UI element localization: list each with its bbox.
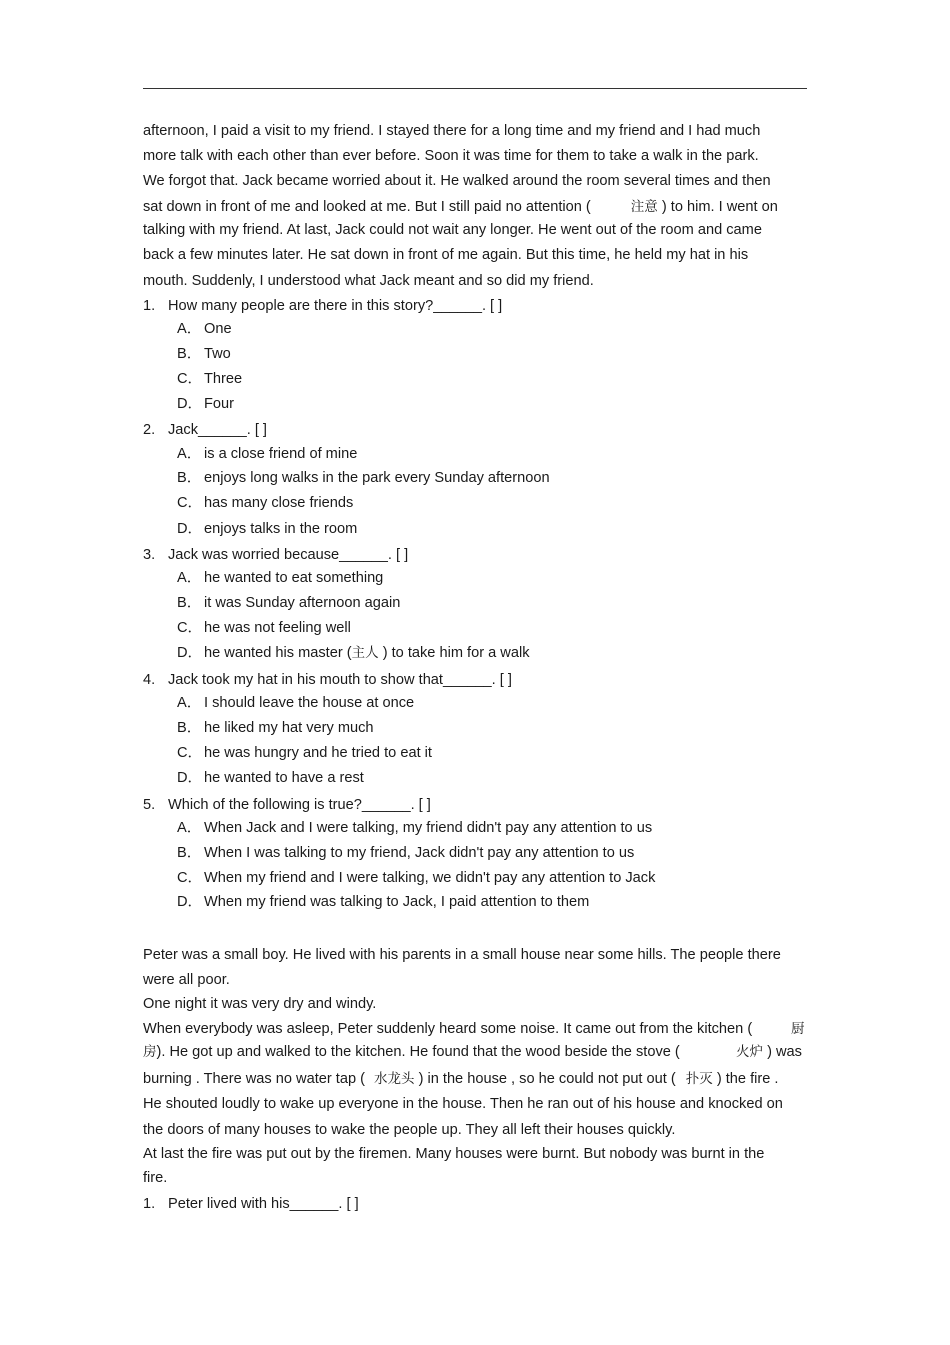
passage-line: burning . There was no water tap ( 水龙头 ) in the house , so he could not put out ( 扑灭 ) the fire .	[143, 1071, 779, 1087]
question-4: 4. Jack took my hat in his mouth to show that______. [ ]	[143, 672, 512, 688]
question-5: 5. Which of the following is true?______. [ ]	[143, 797, 431, 813]
passage-line: talking with my friend. At last, Jack could not wait any longer. He went out of the room and came	[143, 222, 762, 238]
option-b[interactable]: B． he liked my hat very much	[177, 720, 374, 736]
passage-line: At last the fire was put out by the firemen. Many houses were burnt. But nobody was burnt in the	[143, 1146, 765, 1162]
option-c[interactable]: C． When my friend and I were talking, we didn't pay any attention to Jack	[177, 870, 656, 886]
passage-line: mouth. Suddenly, I understood what Jack meant and so did my friend.	[143, 273, 594, 289]
option-d[interactable]: D． enjoys talks in the room	[177, 521, 358, 537]
option-a[interactable]: A． One	[177, 321, 232, 337]
question-1: 1. How many people are there in this story?______. [ ]	[143, 298, 503, 314]
question-3: 3. Jack was worried because______. [ ]	[143, 547, 409, 563]
passage-line: afternoon, I paid a visit to my friend. I stayed there for a long time and my friend and I had much	[143, 123, 761, 139]
passage-text: sat down in front of me and looked at me. But I still paid no attention (	[143, 199, 591, 215]
option-c[interactable]: C． has many close friends	[177, 495, 354, 511]
option-d[interactable]: D． he wanted to have a rest	[177, 770, 364, 786]
passage-text: ) to him. I went on	[661, 199, 778, 215]
passage-line: were all poor.	[143, 972, 230, 988]
option-d[interactable]: D． Four	[177, 396, 235, 412]
option-a[interactable]: A． is a close friend of mine	[177, 446, 358, 462]
passage-line: When everybody was asleep, Peter suddenly heard some noise. It came out from the kitchen (	[143, 1021, 753, 1037]
option-b[interactable]: B． it was Sunday afternoon again	[177, 595, 401, 611]
question-1b: 1. Peter lived with his______. [ ]	[143, 1196, 359, 1212]
passage-line: the doors of many houses to wake the people up. They all left their houses quickly.	[143, 1122, 676, 1138]
passage-line: We forgot that. Jack became worried about it. He walked around the room several times and then	[143, 173, 771, 189]
passage-line: back a few minutes later. He sat down in front of me again. But this time, he held my hat in his	[143, 247, 749, 263]
passage-line	[143, 198, 778, 216]
passage-line: more talk with each other than ever before. Soon it was time for them to take a walk in the park.	[143, 148, 759, 164]
option-a[interactable]: A． I should leave the house at once	[177, 695, 415, 711]
passage-line: 房). He got up and walked to the kitchen. He found that the wood beside the stove (	[143, 1044, 680, 1060]
chinese-gloss: 主人	[351, 645, 379, 661]
option-d[interactable]: D． he wanted his master (主人 ) to take him for a walk	[177, 645, 530, 661]
option-a[interactable]: A． When Jack and I were talking, my friend didn't pay any attention to us	[177, 820, 653, 836]
option-d[interactable]: D． When my friend was talking to Jack, I paid attention to them	[177, 894, 590, 910]
passage-line: He shouted loudly to wake up everyone in the house. Then he ran out of his house and knocked on	[143, 1096, 783, 1112]
option-b[interactable]: B． enjoys long walks in the park every Sunday afternoon	[177, 470, 550, 486]
passage-line: fire.	[143, 1170, 168, 1186]
option-c[interactable]: C． he was not feeling well	[177, 620, 351, 636]
chinese-gloss: 注意	[630, 199, 658, 215]
passage-line: Peter was a small boy. He lived with his parents in a small house near some hills. The people there	[143, 947, 781, 963]
chinese-gloss: 火炉 ) was	[736, 1044, 802, 1060]
option-c[interactable]: C． Three	[177, 371, 243, 387]
chinese-gloss: 厨	[791, 1021, 805, 1037]
question-2: 2. Jack______. [ ]	[143, 422, 267, 438]
option-b[interactable]: B． When I was talking to my friend, Jack didn't pay any attention to us	[177, 845, 635, 861]
option-b[interactable]: B． Two	[177, 346, 231, 362]
option-c[interactable]: C． he was hungry and he tried to eat it	[177, 745, 432, 761]
passage-line: One night it was very dry and windy.	[143, 996, 377, 1012]
header-rule	[143, 88, 807, 89]
option-a[interactable]: A． he wanted to eat something	[177, 570, 384, 586]
